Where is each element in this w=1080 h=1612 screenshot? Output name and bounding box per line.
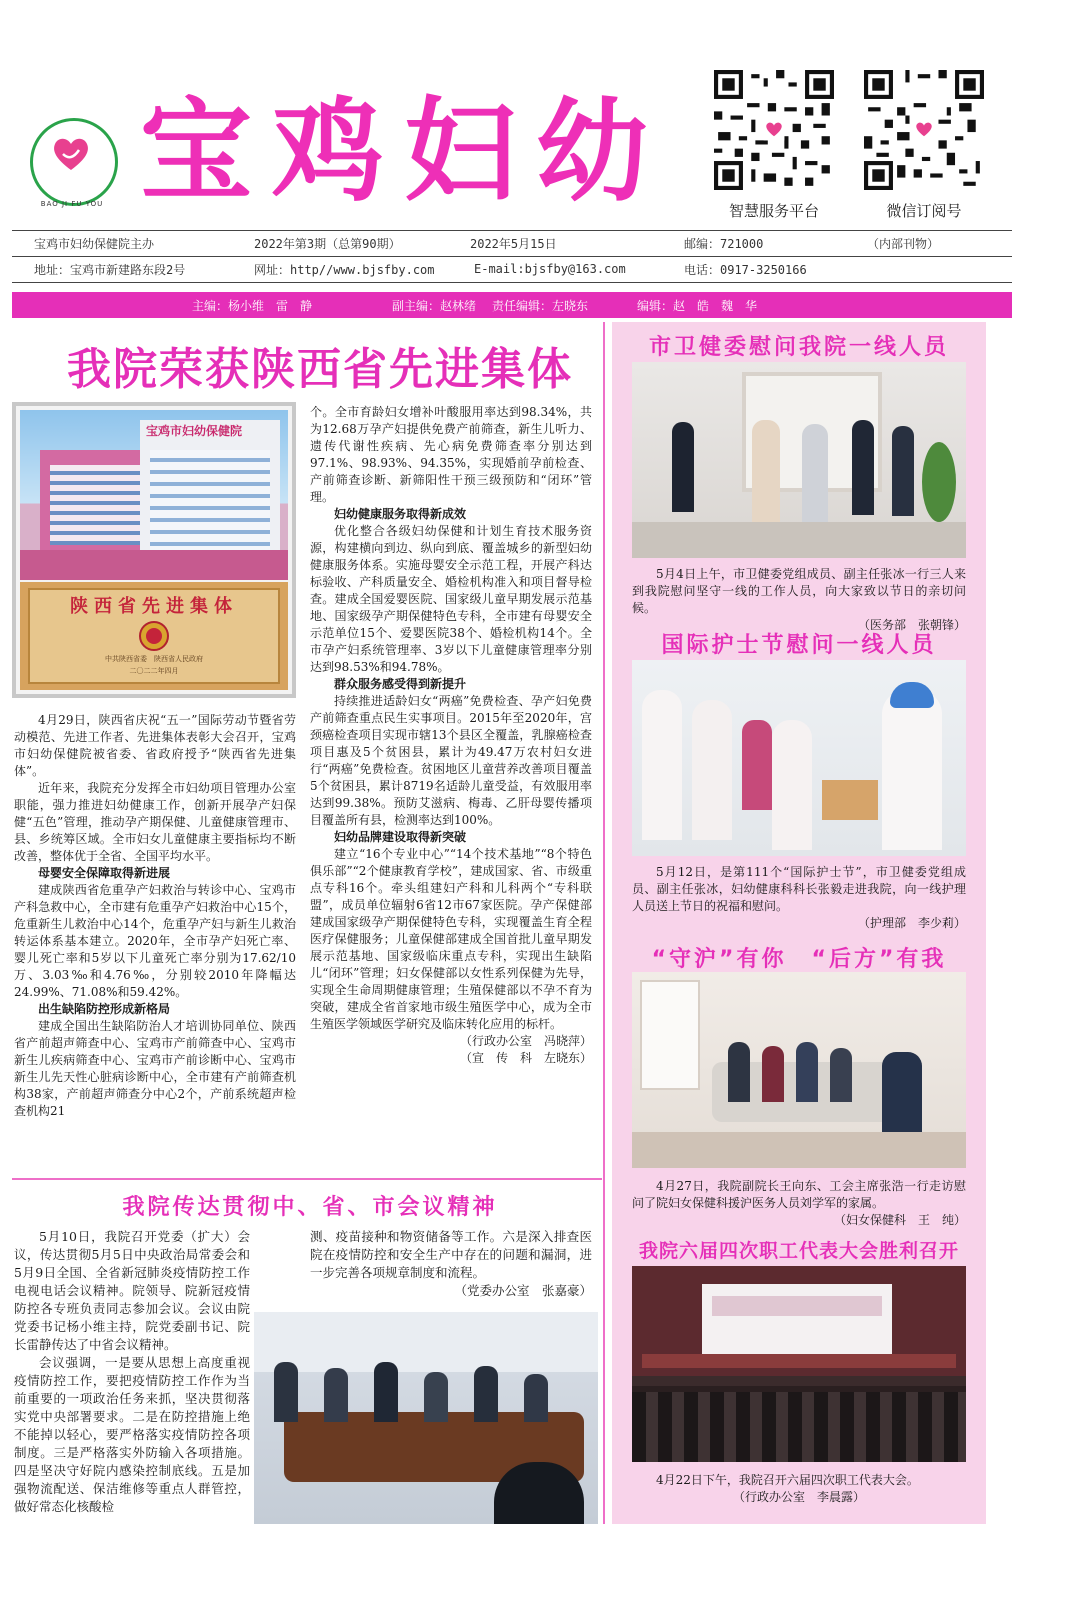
responsible-editor: 责任编辑：左晓东 [492, 299, 589, 313]
paragraph: 5月10日，我院召开党委（扩大）会议，传达贯彻5月5日中央政治局常委会和5月9日全国、全省新冠肺炎疫情防控工作电视电话会议精神。院领导、院新冠疫情防控各专班负责同志参加会议。会议由院党委书记杨小维主持，院党委副书记、院长雷静传达了中省会议精神。 [14, 1229, 250, 1352]
paragraph: 建成陕西省危重孕产妇救治与转诊中心、宝鸡市产科急救中心，全市建有危重孕产妇救治中心15个，危重新生儿救治中心14个，危重孕产妇与新生儿救治转运体系基本建立。2020年，全市孕产妇死亡率、婴儿死亡率和5岁以下儿童死亡率分别为17.62/10万、3.03‰和4.76‰，分别较2010年降幅达24.99%、71.08%和59.42%。 [14, 883, 296, 999]
caption-text: 4月22日下午，我院召开六届四次职工代表大会。 [656, 1473, 919, 1487]
paragraph: 近年来，我院充分发挥全市妇幼项目管理办公室职能，强力推进妇幼健康工作，创新开展孕产妇保健“五色”管理，推动孕产期保健、儿童健康管理市、县、乡统筹区域。全市妇女儿童健康主要指标均不断改善，整体优于全省、全国平均水平。 [14, 781, 296, 863]
plaque-issuer: 中共陕西省委 陕西省人民政府 [105, 655, 203, 663]
side-photo [632, 362, 966, 558]
editors-bar [12, 292, 1012, 318]
right-panel [612, 322, 986, 1524]
paragraph: 优化整合各级妇幼保健和计划生育技术服务资源，构建横向到边、纵向到底、覆盖城乡的新型妇幼健康服务体系。实施母婴安全示范工程，开展产科达标验收、产科质量安全、婚检机构准入和项目督导检查。建成全国爱婴医院、国家级儿童早期发展示范基地、国家级孕产期保健特色专科，全市建有母婴安全示范单位15个、爱婴医院38个、婚检机构14个。全市孕产妇系统管理率、3岁以下儿童健康管理率分别达到98.53%和94.78%。 [310, 524, 592, 674]
side-headline: 我院六届四次职工代表大会胜利召开 [638, 1240, 959, 1262]
paragraph: 4月29日，陕西省庆祝“五一”国际劳动节暨省劳动模范、先进工作者、先进集体表彰大会召开，宝鸡市妇幼保健院被省委、省政府授予“陕西省先进集体”。 [14, 713, 296, 778]
byline: （行政办公室 冯晓萍） [459, 1034, 592, 1048]
qr-label-service: 智慧服务平台 [728, 202, 819, 220]
meeting-col2 [310, 1228, 592, 1308]
emblem-icon [138, 620, 170, 652]
subheading: 出生缺陷防控形成新格局 [38, 1002, 171, 1016]
qr-code-icon[interactable] [864, 70, 984, 190]
lead-article-col1 [14, 712, 296, 1172]
subheading: 妇幼品牌建设取得新突破 [334, 830, 467, 844]
side-photo [632, 660, 966, 856]
qr-code-icon[interactable] [714, 70, 834, 190]
postcode: 邮编：721000 [684, 236, 764, 251]
byline: （宣 传 科 左晓东） [459, 1051, 592, 1065]
paragraph: 建立“16个专业中心”“14个技术基地”“8个特色俱乐部”“2个健康教育学校”，建成国家、省、市级重点专科16个。牵头组建妇产科和儿科两个“专科联盟”，成员单位辐射6省12市67家医院。孕产保健部建成国家级孕产期保健特色专科，实现覆盖生育全程医疗保健服务；儿童保健部建成全国首批儿童早期发展示范基地、国家级临床重点专科，实现出生缺陷儿“闭环”管理；妇女保健部以女性系列保健为先导，实现全生命周期健康管理；生殖保健部以不孕不育为突破，建成全省首家地市级生殖医学中心，成为全市生殖医学领域医学研究及临床转化应用的标杆。 [310, 847, 592, 1031]
logo-text: BAO JI FU YOU [40, 200, 104, 208]
chief-editors: 主编：杨小维 雷 静 [192, 299, 313, 313]
lead-headline: 我院荣获陕西省先进集体 [67, 344, 573, 395]
issue-number: 2022年第3期（总第90期） [254, 236, 401, 251]
plaque-date: 二〇二二年四月 [129, 667, 179, 675]
heart-logo-icon [50, 132, 92, 174]
divider [12, 282, 1012, 283]
paragraph: 测、疫苗接种和物资储备等工作。六是深入排查医院在疫情防控和安全生产中存在的问题和漏洞，进一步完善各项规章制度和流程。 [310, 1229, 592, 1280]
qr-label-wechat: 微信订阅号 [886, 202, 962, 220]
divider [12, 1178, 602, 1180]
info-row-2 [12, 257, 1012, 281]
meeting-photo [254, 1312, 598, 1524]
side-headline: “守沪”有你 “后方”有我 [651, 947, 947, 972]
byline: （医务部 张朝锋） [857, 618, 966, 632]
plaque-photo [20, 582, 288, 690]
byline: （妇女保健科 王 纯） [833, 1213, 966, 1227]
side-caption [632, 1472, 966, 1506]
masthead-title: 宝鸡妇幼 [140, 86, 668, 217]
caption-text: 5月4日上午，市卫健委党组成员、副主任张冰一行三人来到我院慰问坚守一线的工作人员，向大家致以节日的亲切问候。 [632, 567, 966, 615]
phone: 电话：0917-3250166 [684, 262, 807, 277]
side-caption [632, 566, 966, 634]
building-sign: 宝鸡市妇幼保健院 [146, 424, 243, 438]
lead-article-col2 [310, 404, 592, 1172]
byline: （党委办公室 张嘉豪） [454, 1283, 592, 1298]
paragraph: 个。全市育龄妇女增补叶酸服用率达到98.34%，共为12.68万孕产妇提供免费产前筛查，新生儿听力、遗传代谢性疾病、先心病免费筛查率分别达到97.1%、98.93%、94.35%，实现婚前孕前检查、产前筛查诊断、新筛阳性干预三级预防和“闭环”管理。 [310, 405, 592, 504]
meeting-col1 [14, 1228, 250, 1524]
subheading: 妇幼健康服务取得新成效 [334, 507, 467, 521]
side-photo [632, 1266, 966, 1462]
lead-photo [12, 402, 296, 698]
caption-text: 4月27日，我院副院长王向东、工会主席张浩一行走访慰问了院妇女保健科援沪医务人员刘学军的家属。 [632, 1179, 966, 1210]
side-headline: 国际护士节慰问一线人员 [661, 633, 937, 658]
subheading: 母婴安全保障取得新进展 [38, 866, 171, 880]
byline: （护理部 李少莉） [857, 916, 966, 930]
deputy-editor: 副主编：赵林绪 [392, 299, 477, 313]
side-photo [632, 972, 966, 1168]
side-headline: 市卫健委慰问我院一线人员 [648, 335, 949, 360]
email-link[interactable]: E-mail:bjsfby@163.com [474, 262, 626, 276]
address: 地址：宝鸡市新建路东段2号 [34, 262, 186, 277]
sponsor: 宝鸡市妇幼保健院主办 [34, 236, 155, 251]
subheading: 群众服务感受得到新提升 [334, 677, 467, 691]
building-photo [20, 410, 288, 580]
paragraph: 会议强调，一是要从思想上高度重视疫情防控工作，要把疫情防控工作作为当前重要的一项政治任务来抓，坚决贯彻落实党中央部署要求。二是在防控措施上绝不能掉以轻心，要严格落实疫情防控各项制度。三是严格落实外防输入各项措施。四是坚决守好院内感染控制底线。五是加强物流配送、保洁维修等重点人群管控，做好常态化核酸检 [14, 1355, 250, 1514]
paragraph: 建成全国出生缺陷防治人才培训协同单位、陕西省产前超声筛查中心、宝鸡市产前筛查中心、宝鸡市新生儿疾病筛查中心、宝鸡市产前诊断中心、宝鸡市新生儿先天性心脏病诊断中心，全市建有产前筛查机构38家，产前超声筛查分中心2个，产前系统超声检查机构21 [14, 1019, 296, 1118]
editors: 编辑：赵 皓 魏 华 [637, 299, 758, 313]
website-link[interactable]: 网址：http//www.bjsfby.com [254, 262, 435, 277]
byline: （行政办公室 李晨露） [732, 1490, 865, 1504]
paragraph: 持续推进适龄妇女“两癌”免费检查、孕产妇免费产前筛查重点民生实事项目。2015年至2020年，宫颈癌检查项目实现市辖13个县区全覆盖，乳腺癌检查项目惠及5个贫困县，累计为49.47万农村妇女进行“两癌”免费检查。贫困地区儿童营养改善项目覆盖5个贫困县，累计8719名适龄儿童受益，有效服用率达到99.38%。预防艾滋病、梅毒、乙肝母婴传播项目覆盖所有县，检测率达到100%。 [310, 694, 592, 827]
divider [603, 322, 605, 1524]
meeting-headline: 我院传达贯彻中、省、市会议精神 [122, 1195, 498, 1220]
issue-date: 2022年5月15日 [470, 236, 557, 251]
side-caption [632, 864, 966, 932]
caption-text: 5月12日，是第111个“国际护士节”，市卫健委党组成员、副主任张冰，妇幼健康科科长张毅走进我院，向一线护理人员送上节日的祝福和慰问。 [632, 865, 966, 913]
side-caption [632, 1178, 966, 1229]
plaque-title: 陕西省先进集体 [70, 596, 238, 617]
info-row-1 [12, 231, 1012, 255]
internal-label: （内部刊物） [867, 236, 940, 251]
